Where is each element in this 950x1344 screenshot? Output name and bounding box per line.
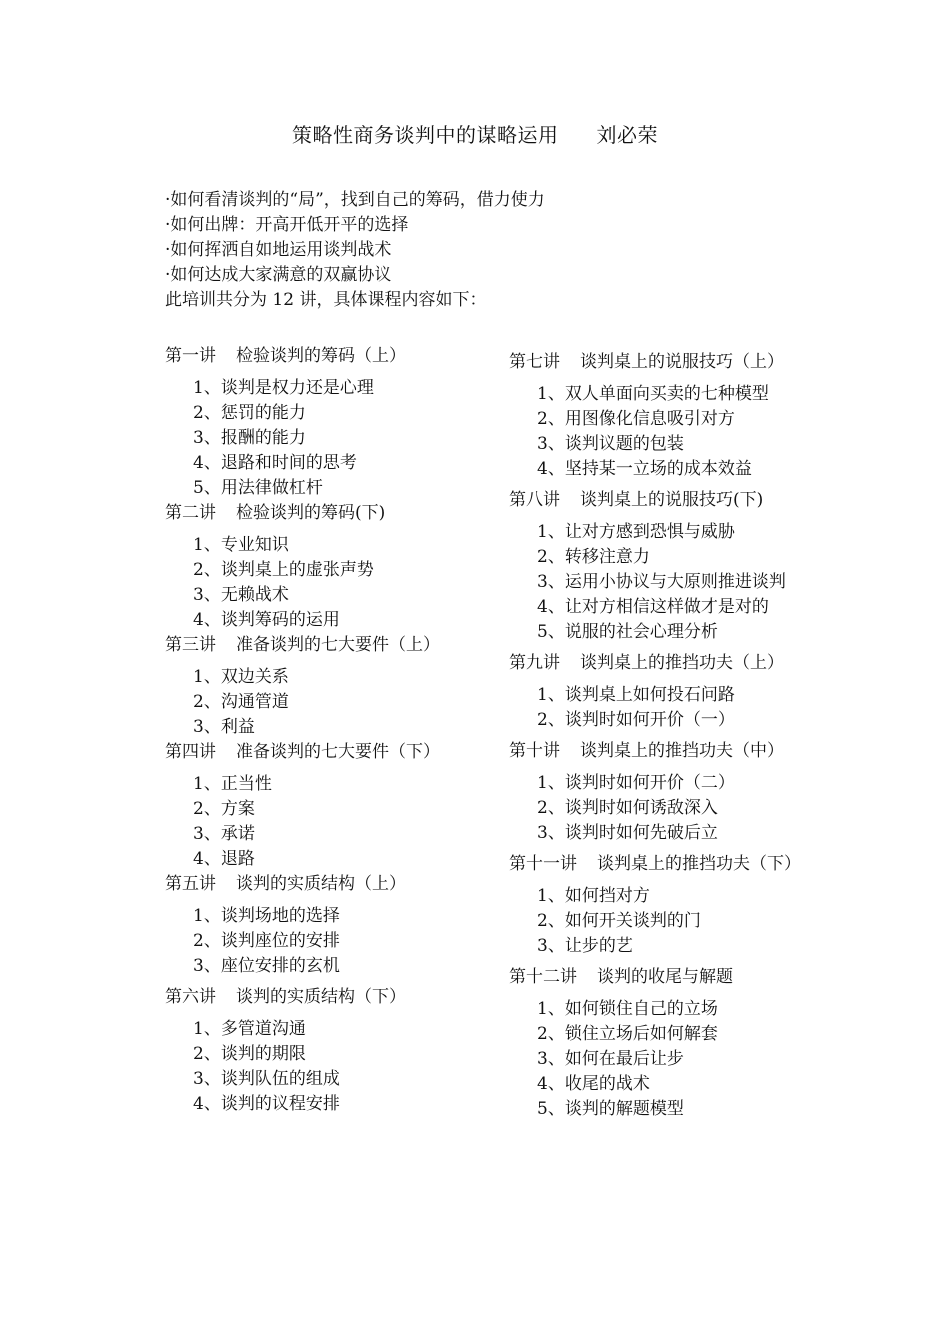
lecture-topic-item: 2、惩罚的能力 xyxy=(193,403,306,423)
lecture-topic-item: 2、谈判的期限 xyxy=(193,1044,306,1064)
lecture-number: 第九讲 xyxy=(509,653,560,673)
lecture-section xyxy=(509,965,929,1122)
lecture-topic-item: 1、双人单面向买卖的七种模型 xyxy=(537,384,769,404)
lecture-topic-item: 1、谈判桌上如何投石问路 xyxy=(537,685,735,705)
lecture-section xyxy=(509,488,929,645)
lecture-heading xyxy=(509,852,929,877)
lecture-topic-item: 1、多管道沟通 xyxy=(193,1019,306,1039)
lecture-topic-item: 5、谈判的解题模型 xyxy=(537,1099,684,1119)
lecture-topic-item: 1、如何锁住自己的立场 xyxy=(537,999,718,1019)
lecture-topic-item: 3、运用小协议与大原则推进谈判 xyxy=(537,572,786,592)
intro-section xyxy=(165,188,865,313)
lecture-topic-item: 4、收尾的战术 xyxy=(537,1074,650,1094)
lecture-topic-item: 1、正当性 xyxy=(193,774,272,794)
lecture-number: 第一讲 xyxy=(165,346,216,366)
lecture-number: 第八讲 xyxy=(509,490,560,510)
lecture-topic-item: 1、如何挡对方 xyxy=(537,886,650,906)
lecture-topic-item: 3、让步的艺 xyxy=(537,936,633,956)
lecture-topic-item: 3、谈判时如何先破后立 xyxy=(537,823,718,843)
lecture-column-right xyxy=(509,350,929,1122)
lecture-number: 第二讲 xyxy=(165,503,216,523)
lecture-topic-item: 2、谈判桌上的虚张声势 xyxy=(193,560,374,580)
intro-line: ·如何出牌：开高开低开平的选择 xyxy=(165,215,409,235)
lecture-number: 第四讲 xyxy=(165,742,216,762)
lecture-topic-item: 3、利益 xyxy=(193,717,255,737)
lecture-name: 谈判桌上的推挡功夫（中） xyxy=(580,741,784,761)
lecture-name: 谈判桌上的说服技巧（上） xyxy=(580,352,784,372)
lecture-topic-item: 2、谈判座位的安排 xyxy=(193,931,340,951)
lecture-section xyxy=(509,651,929,733)
lecture-heading xyxy=(509,651,929,676)
lecture-number: 第三讲 xyxy=(165,635,216,655)
lecture-section xyxy=(509,852,929,959)
lecture-name: 谈判的收尾与解题 xyxy=(597,967,733,987)
lecture-topic-item: 4、退路和时间的思考 xyxy=(193,453,357,473)
lecture-name: 谈判桌上的说服技巧(下) xyxy=(580,490,764,510)
lecture-topic-item: 3、无赖战术 xyxy=(193,585,289,605)
lecture-heading xyxy=(509,739,929,764)
lecture-number: 第十二讲 xyxy=(509,967,577,987)
lecture-topic-item: 3、谈判队伍的组成 xyxy=(193,1069,340,1089)
lecture-topic-item: 3、谈判议题的包装 xyxy=(537,434,684,454)
title-text: 策略性商务谈判中的谋略运用 xyxy=(292,123,559,147)
lecture-topic-item: 2、锁住立场后如何解套 xyxy=(537,1024,718,1044)
lecture-number: 第十一讲 xyxy=(509,854,577,874)
lecture-topic-item: 2、谈判时如何开价（一） xyxy=(537,710,735,730)
lecture-name: 谈判桌上的推挡功夫（下） xyxy=(597,854,801,874)
lecture-topic-item: 2、谈判时如何诱敌深入 xyxy=(537,798,718,818)
lecture-topic-item: 1、谈判时如何开价（二） xyxy=(537,773,735,793)
lecture-topic-item: 1、让对方感到恐惧与威胁 xyxy=(537,522,735,542)
lecture-topic-item: 3、座位安排的玄机 xyxy=(193,956,340,976)
lecture-topic-item: 1、谈判是权力还是心理 xyxy=(193,378,374,398)
lecture-section xyxy=(509,350,929,482)
lecture-name: 谈判桌上的推挡功夫（上） xyxy=(580,653,784,673)
lecture-topic-item: 2、方案 xyxy=(193,799,255,819)
lecture-name: 谈判的实质结构（下） xyxy=(236,987,406,1007)
lecture-topic-item: 3、如何在最后让步 xyxy=(537,1049,684,1069)
lecture-topic-item: 2、如何开关谈判的门 xyxy=(537,911,701,931)
lecture-topic-item: 2、用图像化信息吸引对方 xyxy=(537,409,735,429)
lecture-name: 检验谈判的筹码（上） xyxy=(236,346,406,366)
lecture-heading xyxy=(509,350,929,375)
lecture-topic-item: 5、用法律做杠杆 xyxy=(193,478,323,498)
lecture-topic-item: 2、沟通管道 xyxy=(193,692,289,712)
lecture-name: 检验谈判的筹码(下) xyxy=(236,503,386,523)
lecture-topic-item: 4、谈判的议程安排 xyxy=(193,1094,340,1114)
lecture-topic-item: 4、谈判筹码的运用 xyxy=(193,610,340,630)
lecture-topic-item: 1、谈判场地的选择 xyxy=(193,906,340,926)
lecture-number: 第十讲 xyxy=(509,741,560,761)
lecture-number: 第六讲 xyxy=(165,987,216,1007)
lecture-number: 第七讲 xyxy=(509,352,560,372)
lecture-topic-item: 2、转移注意力 xyxy=(537,547,650,567)
lecture-topic-item: 5、说服的社会心理分析 xyxy=(537,622,718,642)
intro-line: ·如何看清谈判的“局”，找到自己的筹码，借力使力 xyxy=(165,190,545,210)
intro-summary: 此培训共分为 12 讲，具体课程内容如下： xyxy=(165,290,487,310)
lecture-heading xyxy=(509,965,929,990)
lecture-name: 准备谈判的七大要件（上） xyxy=(236,635,440,655)
intro-line: ·如何挥洒自如地运用谈判战术 xyxy=(165,240,392,260)
lecture-topic-item: 1、双边关系 xyxy=(193,667,289,687)
author-name: 刘必荣 xyxy=(596,123,658,147)
lecture-name: 谈判的实质结构（上） xyxy=(236,874,406,894)
lecture-topic-item: 4、坚持某一立场的成本效益 xyxy=(537,459,752,479)
lecture-name: 准备谈判的七大要件（下） xyxy=(236,742,440,762)
lecture-section xyxy=(509,739,929,846)
lecture-heading xyxy=(509,488,929,513)
lecture-topic-item: 3、承诺 xyxy=(193,824,255,844)
lecture-topic-item: 4、让对方相信这样做才是对的 xyxy=(537,597,769,617)
lecture-number: 第五讲 xyxy=(165,874,216,894)
intro-line: ·如何达成大家满意的双赢协议 xyxy=(165,265,392,285)
document-title xyxy=(0,122,950,148)
lecture-topic-item: 3、报酬的能力 xyxy=(193,428,306,448)
lecture-topic-item: 4、退路 xyxy=(193,849,255,869)
lecture-topic-item: 1、专业知识 xyxy=(193,535,289,555)
